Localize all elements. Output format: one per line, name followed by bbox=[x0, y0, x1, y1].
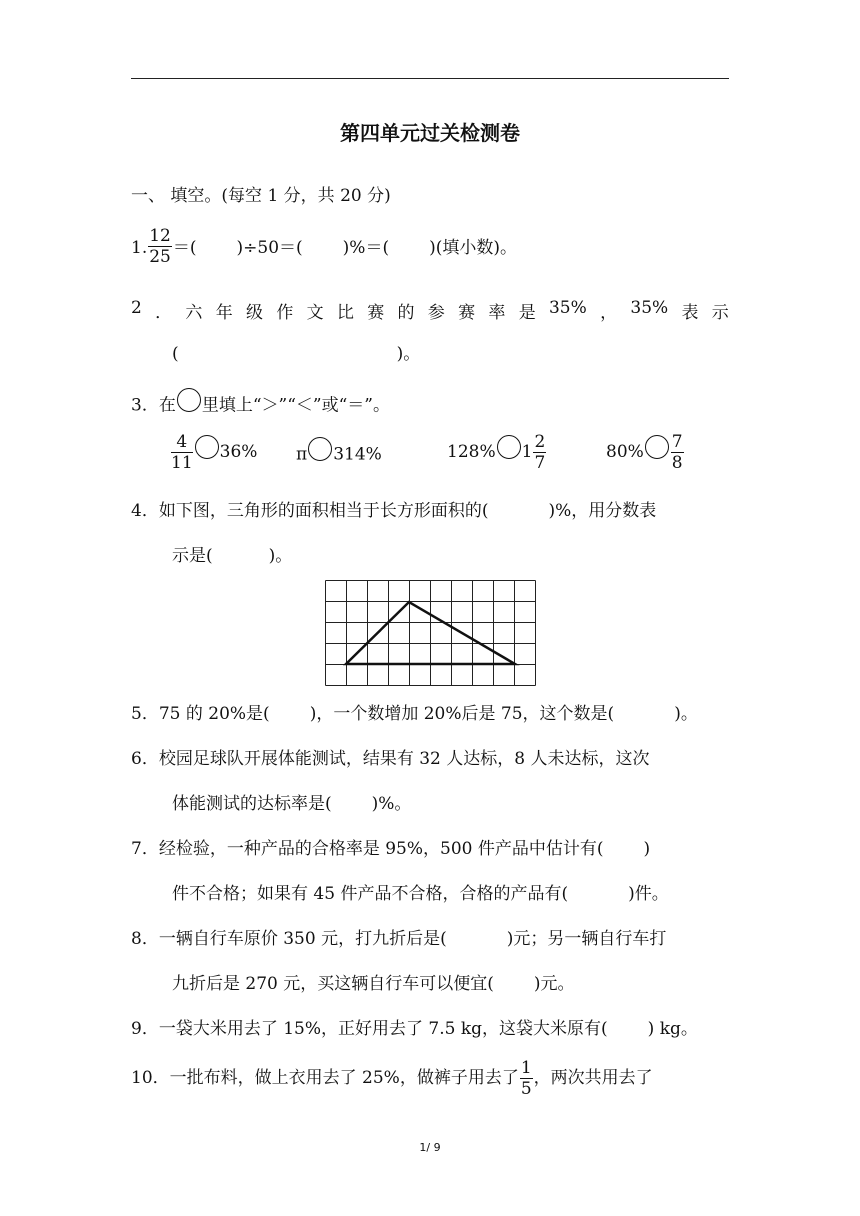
fraction: $\frac{4}{11}$ bbox=[171, 432, 193, 473]
q2-token: 的 bbox=[397, 303, 415, 323]
question-8-line-2: 九折后是 270 元，买这辆自行车可以便宜( )元。 bbox=[172, 974, 575, 994]
q2-token: 赛 bbox=[458, 303, 476, 323]
q2-token: 赛 bbox=[367, 303, 385, 323]
question-3: 3．在 里填上“＞”“＜”或“＝”。 bbox=[131, 394, 390, 418]
question-10: 10．一批布料，做上衣用去了 25%，做裤子用去了 $\frac{1}{5}$ ，两次共用去了 bbox=[131, 1058, 653, 1099]
q2-token: 六 bbox=[185, 303, 203, 323]
question-5: 5．75 的 20%是( )，一个数增加 20%后是 75，这个数是( )。 bbox=[131, 704, 698, 724]
question-6-line-1: 6．校园足球队开展体能测试，结果有 32 人达标，8 人未达标，这次 bbox=[131, 749, 650, 769]
question-2-line-2: ( )。 bbox=[172, 344, 421, 364]
section-heading: 一、 填空。(每空 1 分，共 20 分) bbox=[131, 186, 391, 206]
page-number: 1/ 9 bbox=[419, 1141, 441, 1154]
fraction: $\frac{12}{25}$ bbox=[149, 226, 171, 267]
q2-token: 级 bbox=[246, 303, 264, 323]
blank-circle-icon bbox=[645, 435, 669, 459]
blank-circle-icon bbox=[497, 435, 521, 459]
q2-token: 35% bbox=[630, 298, 669, 318]
q2-token: ， bbox=[600, 303, 618, 323]
q2-token: 35% bbox=[548, 298, 587, 318]
compare-item-4: 80% $\frac{7}{8}$ bbox=[606, 432, 683, 473]
question-1: 1. $\frac{12}{25}$ ＝( )÷50＝( )%＝( )(填小数)。 bbox=[131, 226, 517, 267]
question-9: 9．一袋大米用去了 15%，正好用去了 7.5 kg，这袋大米原有( ) kg。 bbox=[131, 1019, 698, 1039]
page-title: 第四单元过关检测卷 bbox=[340, 121, 520, 145]
q2-token: 文 bbox=[306, 303, 324, 323]
compare-item-1: $\frac{4}{11}$ 36% bbox=[171, 432, 258, 473]
fraction: $\frac{2}{7}$ bbox=[534, 432, 546, 473]
q2-token: 率 bbox=[488, 303, 506, 323]
header-rule bbox=[131, 78, 729, 79]
q2-token: 年 bbox=[215, 303, 233, 323]
question-7-line-1: 7．经检验，一种产品的合格率是 95%，500 件产品中估计有( ) bbox=[131, 839, 651, 859]
q2-token: 示 bbox=[711, 303, 729, 323]
q2-token: 作 bbox=[276, 303, 294, 323]
question-4-line-1: 4．如下图，三角形的面积相当于长方形面积的( )%，用分数表 bbox=[131, 501, 657, 521]
q2-token: 比 bbox=[336, 303, 354, 323]
fraction: $\frac{7}{8}$ bbox=[671, 432, 683, 473]
grid-triangle-figure bbox=[325, 580, 537, 688]
question-4-line-2: 示是( )。 bbox=[172, 546, 293, 566]
q2-token: ． bbox=[155, 303, 173, 323]
question-7-line-2: 件不合格；如果有 45 件产品不合格，合格的产品有( )件。 bbox=[172, 884, 669, 904]
q2-token: 2 bbox=[131, 298, 142, 318]
q2-token: 是 bbox=[518, 303, 536, 323]
compare-item-3: 128% 1 $\frac{2}{7}$ bbox=[447, 432, 546, 473]
q2-token: 表 bbox=[681, 303, 699, 323]
blank-circle-icon bbox=[177, 388, 201, 412]
question-8-line-1: 8．一辆自行车原价 350 元，打九折后是( )元；另一辆自行车打 bbox=[131, 929, 667, 949]
fraction: $\frac{1}{5}$ bbox=[520, 1058, 532, 1099]
question-2-line-1 bbox=[131, 298, 729, 323]
q2-token: 参 bbox=[427, 303, 445, 323]
compare-item-2: π 314% bbox=[296, 443, 382, 467]
blank-circle-icon bbox=[308, 437, 332, 461]
question-6-line-2: 体能测试的达标率是( )%。 bbox=[172, 794, 412, 814]
blank-circle-icon bbox=[195, 435, 219, 459]
